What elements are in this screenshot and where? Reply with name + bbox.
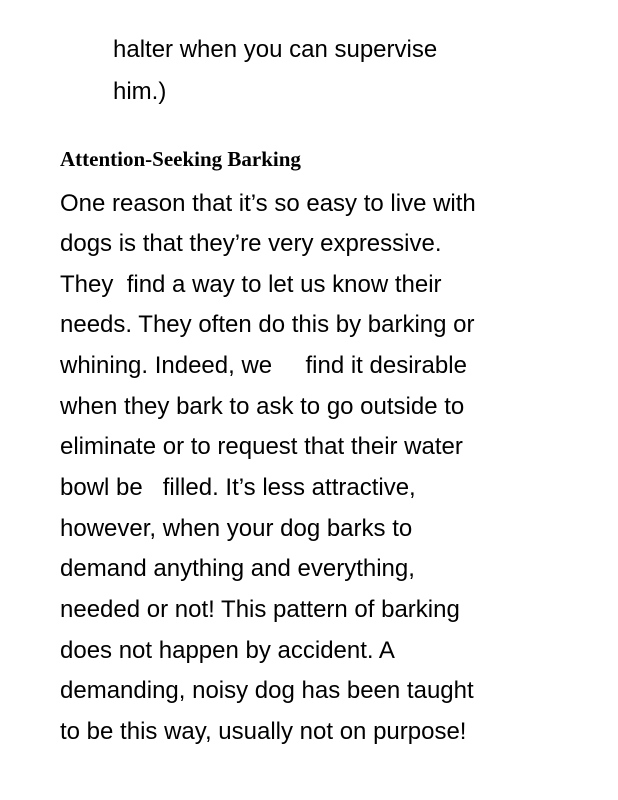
paragraph-line: eliminate or to request that their water — [60, 433, 463, 460]
paragraph-line: dogs is that they’re very expressive. — [60, 230, 442, 257]
paragraph-line: demand anything and everything, — [60, 555, 415, 582]
section-heading: Attention-Seeking Barking — [60, 147, 301, 171]
paragraph-line: They find a way to let us know their — [60, 271, 442, 298]
paragraph-line: demanding, noisy dog has been taught — [60, 677, 474, 704]
continuation-line: halter when you can supervise — [113, 36, 438, 63]
paragraph-line: to be this way, usually not on purpose! — [60, 718, 467, 745]
paragraph-line: whining. Indeed, we find it desirable — [60, 352, 467, 379]
paragraph-line: One reason that it’s so easy to live with — [60, 190, 476, 217]
paragraph-line: when they bark to ask to go outside to — [60, 393, 465, 420]
paragraph-line: does not happen by accident. A — [60, 637, 395, 664]
paragraph-line: bowl be filled. It’s less attractive, — [60, 474, 416, 501]
continuation-line: him.) — [113, 78, 167, 105]
paragraph-line: needs. They often do this by barking or — [60, 311, 475, 338]
paragraph-line: however, when your dog barks to — [60, 515, 413, 542]
paragraph-line: needed or not! This pattern of barking — [60, 596, 460, 623]
